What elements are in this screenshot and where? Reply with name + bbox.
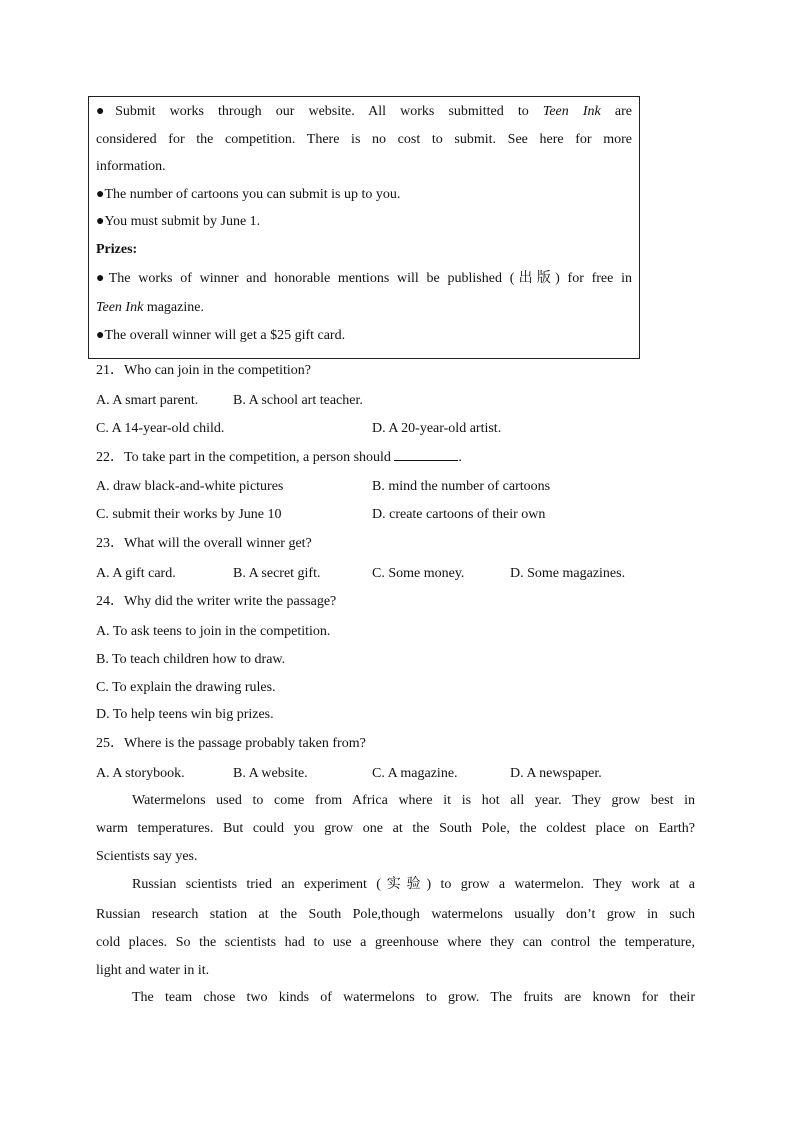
answer-blank (394, 448, 458, 461)
option-b: B. To teach children how to draw. (96, 652, 286, 667)
passage-line: light and water in it. (96, 963, 210, 978)
question-stem-text: 22．To take part in the competition, a person should (96, 450, 395, 465)
passage-line: The team chose two kinds of watermelons to grow. The fruits are known for their (132, 990, 695, 1005)
option-a: A. draw black-and-white pictures (96, 479, 284, 494)
brand-name: Teen Ink (542, 104, 601, 119)
passage-line: Russian research station at the South Pole,though watermelons usually don’t grow in such (96, 907, 695, 922)
option-b: B. A school art teacher. (233, 393, 363, 408)
prizes-heading: Prizes: (96, 242, 138, 257)
question-stem-end: . (458, 450, 462, 465)
option-d: D. A 20-year-old artist. (372, 421, 502, 436)
question-stem: 23．What will the overall winner get? (96, 536, 312, 551)
question-stem: 21．Who can join in the competition? (96, 363, 312, 378)
notice-line: ●The works of winner and honorable mentions will be published (出版) for free in (96, 271, 632, 286)
question-stem (96, 448, 462, 467)
question-stem: 25．Where is the passage probably taken from? (96, 736, 366, 751)
option-c: C. A 14-year-old child. (96, 421, 225, 436)
notice-line: considered for the competition. There is no cost to submit. See here for more (96, 132, 632, 147)
notice-text: magazine. (143, 300, 204, 315)
option-a: A. A smart parent. (96, 393, 199, 408)
passage-line: Scientists say yes. (96, 849, 198, 864)
option-c: C. A magazine. (372, 766, 458, 781)
option-b: B. mind the number of cartoons (372, 479, 551, 494)
option-b: B. A secret gift. (233, 566, 321, 581)
passage-line: cold places. So the scientists had to use a greenhouse where they can control the temperature, (96, 935, 695, 950)
option-d: D. create cartoons of their own (372, 507, 546, 522)
notice-line: ●The overall winner will get a $25 gift card. (96, 328, 346, 343)
option-b: B. A website. (233, 766, 308, 781)
notice-line (96, 299, 204, 317)
brand-name: Teen Ink (96, 300, 144, 315)
notice-line: information. (96, 159, 166, 174)
option-c: C. submit their works by June 10 (96, 507, 282, 522)
notice-line-submit (96, 103, 632, 121)
notice-text: are (600, 104, 632, 119)
notice-text: ●Submit works through our website. All works submitted to (96, 104, 543, 119)
option-d: D. A newspaper. (510, 766, 602, 781)
option-a: A. To ask teens to join in the competition. (96, 624, 331, 639)
passage-line: warm temperatures. But could you grow one at the South Pole, the coldest place on Earth? (96, 821, 695, 836)
option-c: C. Some money. (372, 566, 465, 581)
notice-line: ●You must submit by June 1. (96, 214, 261, 229)
option-d: D. Some magazines. (510, 566, 626, 581)
passage-line: Russian scientists tried an experiment (实验) to grow a watermelon. They work at a (132, 877, 695, 892)
question-stem: 24．Why did the writer write the passage? (96, 594, 337, 609)
passage-line: Watermelons used to come from Africa where it is hot all year. They grow best in (132, 793, 695, 808)
option-d: D. To help teens win big prizes. (96, 707, 274, 722)
option-c: C. To explain the drawing rules. (96, 680, 276, 695)
notice-line: ●The number of cartoons you can submit is up to you. (96, 187, 401, 202)
option-a: A. A storybook. (96, 766, 185, 781)
option-a: A. A gift card. (96, 566, 176, 581)
